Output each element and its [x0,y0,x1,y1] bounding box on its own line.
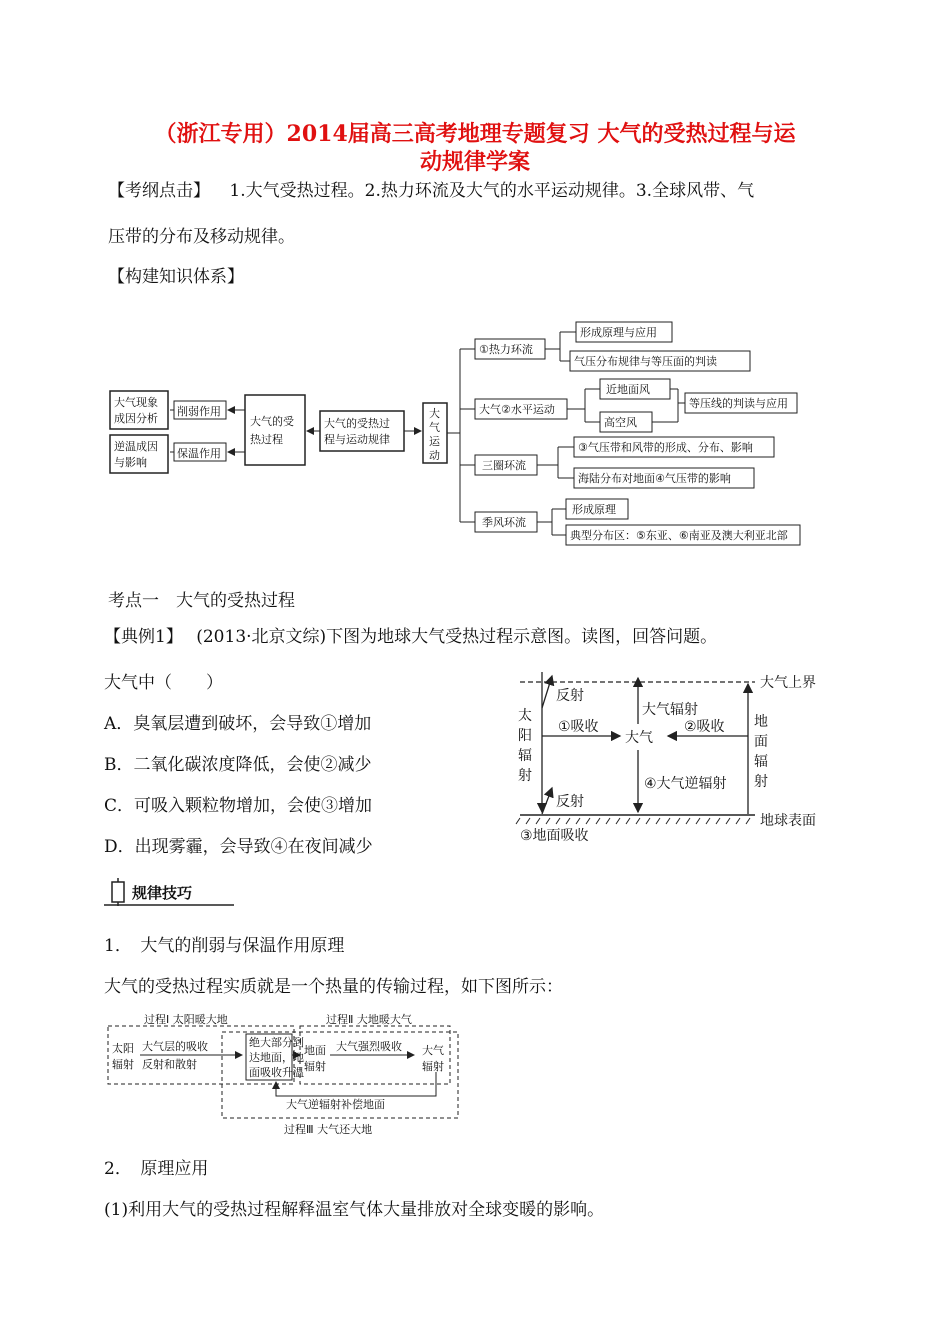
cm-center-b: 程与运动规律 [324,433,390,446]
label-earth-surface: 地球表面 [760,813,816,829]
solar-1: 太 [518,708,532,724]
cm-heating-b: 热过程 [250,433,283,446]
proc-grad-2: 辐射 [304,1060,326,1073]
knowledge-label: 【构建知识体系】 [108,267,244,287]
cm-motion-3: 运 [429,435,440,448]
proc-absorb-1: 大气层的吸收 [142,1040,208,1053]
cm-b4: 季风环流 [482,516,526,529]
cm-b4b: 典型分布区：⑤东亚、⑥南亚及澳大利亚北部 [570,529,788,542]
reflect-bottom: 反射 [556,794,584,810]
concept-map [100,315,820,555]
option-b: B．二氧化碳浓度降低，会使②减少 [104,755,372,775]
atmosphere-heating-diagram [510,668,830,848]
proc-absorb-2: 反射和散射 [142,1058,197,1071]
example-text: (2013·北京文综)下图为地球大气受热过程示意图。读图，回答问题。 [196,627,718,647]
process-2-label: 过程Ⅱ 大地暖大气 [326,1013,412,1026]
proc-strong: 大气强烈吸收 [336,1040,402,1053]
ground-absorb: ③地面吸收 [520,828,589,844]
cm-b2a: 近地面风 [606,383,650,396]
item-2: 2． 原理应用 [104,1159,209,1179]
cm-motion-4: 动 [429,449,440,462]
ground-1: 地 [754,714,768,730]
proc-ground-2: 达地面，地 [249,1051,304,1064]
proc-arad-2: 辐射 [422,1060,444,1073]
ground-2: 面 [754,734,768,750]
example-1 [104,626,717,648]
syllabus-text-1: 1.大气受热过程。2.热力环流及大气的水平运动规律。3.全球风带、气 [229,181,755,201]
item-2-text: (1)利用大气的受热过程解释温室气体大量排放对全球变暖的影响。 [104,1200,605,1220]
cm-weaken: 削弱作用 [177,405,221,418]
cm-b1b: 气压分布规律与等压面的判读 [574,355,717,368]
cm-motion-1: 大 [429,407,440,420]
proc-ground-1: 绝大部分到 [249,1036,304,1049]
absorb-2: ②吸收 [684,719,725,735]
cm-left1-a: 大气现象 [114,396,158,409]
absorb-1: ①吸收 [558,719,599,735]
counter-radiation: ④大气逆辐射 [644,776,727,792]
tips-heading [104,878,234,908]
proc-arad-1: 大气 [422,1044,444,1057]
solar-2: 阳 [518,728,532,744]
option-d: D．出现雾霾，会导致④在夜间减少 [104,837,373,857]
item-1: 1． 大气的削弱与保温作用原理 [104,936,345,956]
cm-b4a: 形成原理 [572,503,616,516]
cm-b3b: 海陆分布对地面④气压带的影响 [578,472,731,485]
cm-left2-a: 逆温成因 [114,440,158,453]
cm-b2: 大气②水平运动 [479,403,555,416]
tips-label: 规律技巧 [132,884,193,902]
cm-left1-b: 成因分析 [114,412,158,425]
cm-insulate: 保温作用 [177,447,221,460]
process-1-label: 过程Ⅰ 太阳暖大地 [144,1013,228,1026]
heat-transfer-process-diagram [104,1008,464,1138]
cm-b1: ①热力环流 [479,343,533,356]
option-c: C．可吸入颗粒物增加，会使③增加 [104,796,373,816]
example-label: 【典例1】 [104,627,183,647]
cm-motion-2: 气 [429,421,440,434]
reflect-top: 反射 [556,688,584,704]
atmos-radiation: 大气辐射 [642,702,698,718]
syllabus [108,180,754,202]
proc-back: 大气逆辐射补偿地面 [286,1098,385,1111]
syllabus-text-2: 压带的分布及移动规律。 [108,227,295,247]
solar-3: 辐 [518,748,532,764]
ground-3: 辐 [754,754,768,770]
cm-heating-a: 大气的受 [250,415,294,428]
label-top-atmosphere: 大气上界 [760,675,816,691]
ground-4: 射 [754,774,768,790]
cm-b1a: 形成原理与应用 [580,326,657,339]
cm-left2-b: 与影响 [114,456,147,469]
option-a: A．臭氧层遭到破坏，会导致①增加 [104,714,372,734]
cm-b2b: 高空风 [604,416,637,429]
cm-b3a: ③气压带和风带的形成、分布、影响 [578,441,753,454]
proc-sun-2: 辐射 [112,1058,134,1071]
question-stem: 大气中（ ） [104,673,223,693]
cm-b3: 三圈环流 [482,459,526,472]
proc-sun-1: 太阳 [112,1042,134,1055]
item-1-text: 大气的受热过程实质就是一个热量的传输过程，如下图所示： [104,977,563,997]
process-3-label: 过程Ⅲ 大气还大地 [284,1123,373,1136]
title-line-2: 动规律学案 [419,149,530,175]
solar-4: 射 [518,768,532,784]
proc-ground-3: 面吸收升温 [249,1066,304,1079]
atmosphere-label: 大气 [625,730,653,746]
syllabus-label: 【考纲点击】 [108,181,210,201]
section-1-heading: 考点一 大气的受热过程 [108,591,295,611]
cm-b2c: 等压线的判读与应用 [689,397,788,410]
title-line-1: （浙江专用）2014届高三高考地理专题复习 大气的受热过程与运 [154,121,796,147]
document-title [60,120,890,176]
cm-center-a: 大气的受热过 [324,417,390,430]
proc-grad-1: 地面 [304,1044,326,1057]
